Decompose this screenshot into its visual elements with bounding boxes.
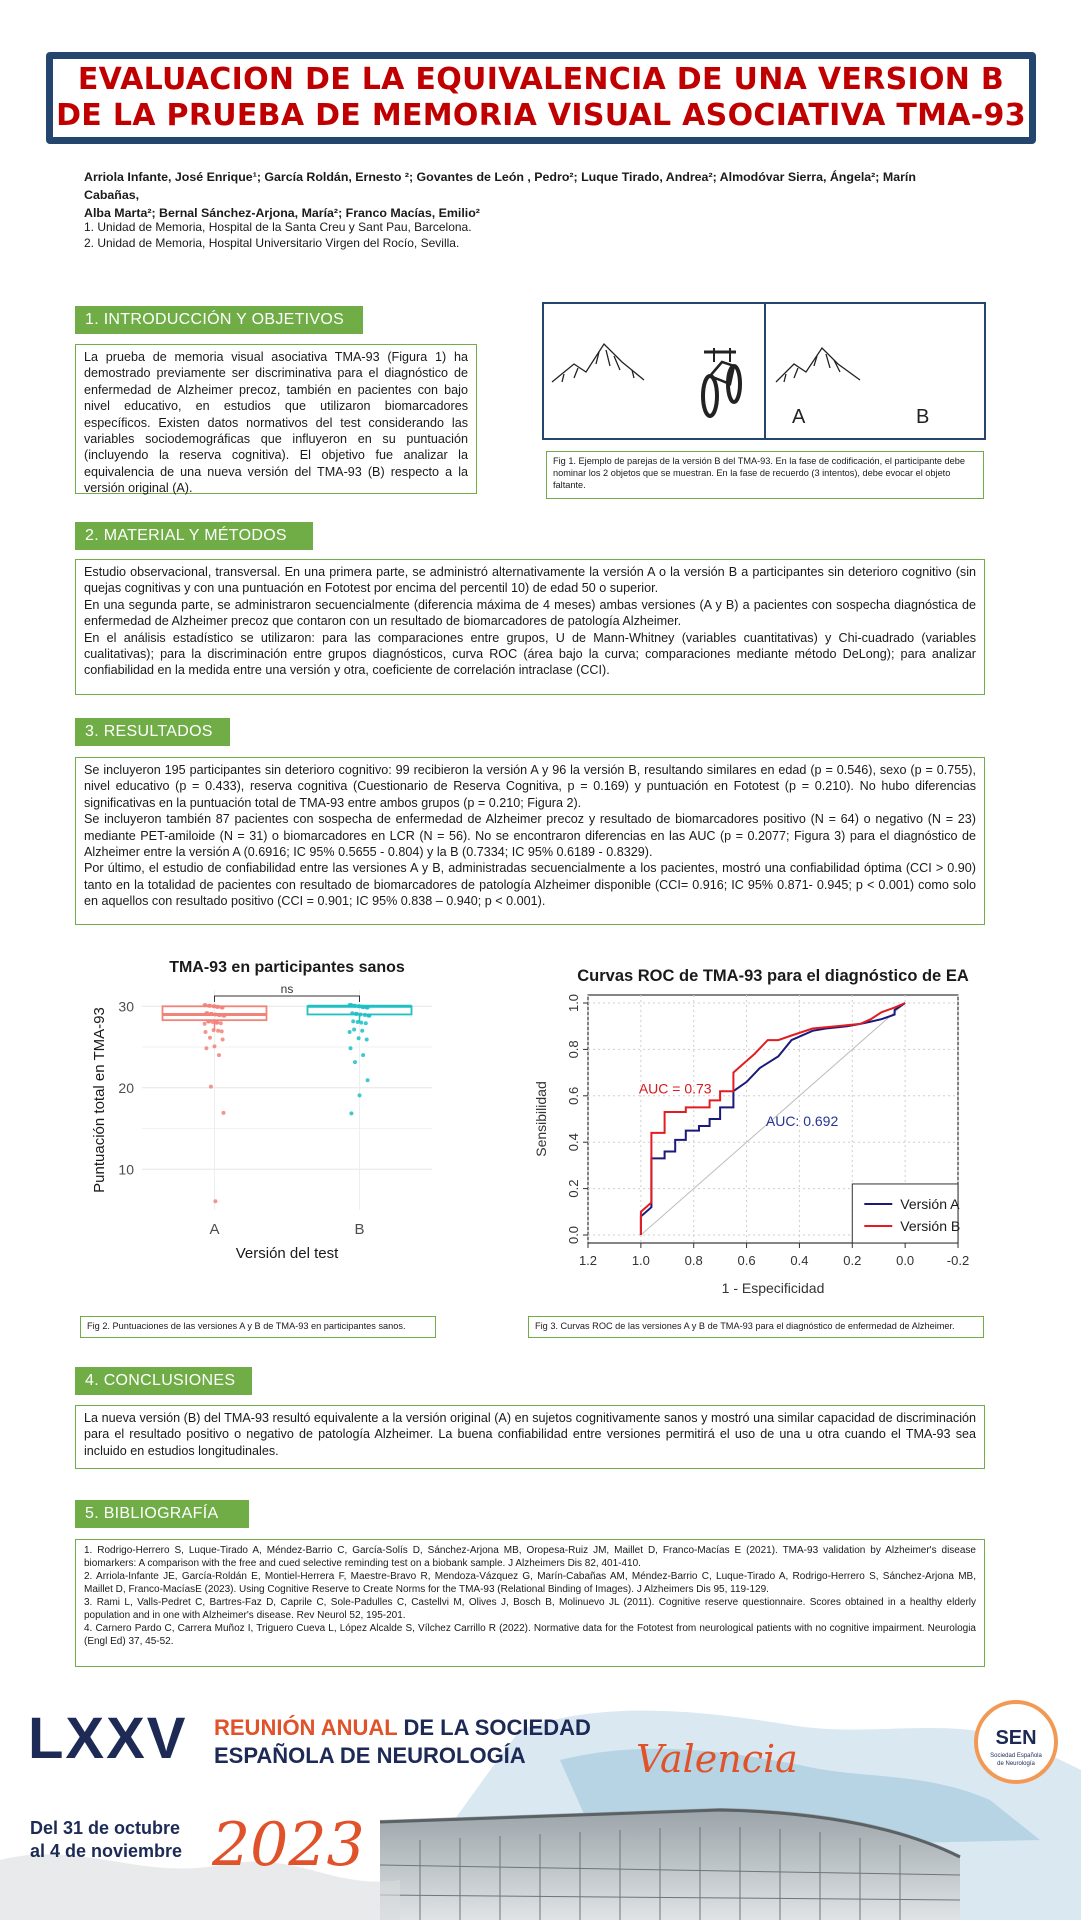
figure-2-point [209,1085,213,1089]
figure-2-xtick-label: B [354,1221,365,1238]
figure-3-xtick-label: 0.0 [896,1253,915,1268]
figure-2-point [349,1003,353,1007]
footer-roman: LXXV [28,1706,188,1771]
figure-1-label-b: B [916,406,930,428]
figure-2-point [363,1013,367,1017]
figure-3-ytick-label: 0.4 [566,1133,581,1152]
section-header-intro: 1. INTRODUCCIÓN Y OBJETIVOS [75,306,363,334]
figure-2-chart [82,950,442,1310]
figure-2-xlabel: Versión del test [235,1245,339,1262]
figure-2-point [217,1053,221,1057]
figure-2-ytick-label: 20 [118,1079,134,1096]
figure-2-point [352,1028,356,1032]
figure-2-point [210,1012,214,1016]
figure-2-ylabel: Puntuación total en TMA-93 [91,1007,108,1193]
figure-3-xtick-label: -0.2 [946,1253,970,1268]
figure-3-ytick-label: 0.8 [566,1040,581,1059]
sen-logo-sub-2: de Neurología [997,1761,1035,1767]
affiliation-1: 1. Unidad de Memoria, Hospital de la Santa Creu y Sant Pau, Barcelona. [84,220,472,234]
figure-3-auc-label-2: AUC: 0.692 [765,1112,839,1129]
affiliation-2: 2. Unidad de Memoria, Hospital Universitario Virgen del Rocío, Sevilla. [84,236,460,250]
figure-2-point [358,1004,362,1008]
figure-3-xtick-label: 0.2 [843,1253,862,1268]
figure-2-point [203,1022,207,1026]
footer-banner [0,1690,1081,1920]
figure-2-point [358,1012,362,1016]
figure-2-point [220,1029,224,1033]
figure-3-caption: Fig 3. Curvas ROC de las versiones A y B de TMA-93 para el diagnóstico de enfermedad de Alzheimer. [528,1316,984,1338]
figure-3-xlabel: 1 - Especificidad [721,1280,825,1296]
footer-dates-1: Del 31 de octubre [30,1818,181,1838]
authors-line-1: Arriola Infante, José Enrique¹; García Roldán, Ernesto ²; Govantes de León , Pedro²; Luque Tirado, Andrea²; Almodóvar Sierra, Ángela²; Marín Cabañas, [84,170,916,202]
figure-2-point [213,1044,217,1048]
title-line-1: EVALUACION DE LA EQUIVALENCIA DE UNA VERSION B [77,62,1005,97]
figure-3-xtick-label: 0.4 [790,1253,809,1268]
section-header-methods: 2. MATERIAL Y MÉTODOS [75,522,313,550]
sen-logo-text: SEN [995,1727,1037,1749]
figure-3-xtick-label: 1.0 [631,1253,650,1268]
figure-2-point [211,1020,215,1024]
figure-2-point [349,1046,353,1050]
intro-box [75,344,477,494]
figure-2-point [367,1014,371,1018]
figure-2-point [366,1078,370,1082]
figure-2-point [212,1028,216,1032]
figure-1 [542,302,986,440]
figure-3-title: Curvas ROC de TMA-93 para el diagnóstico de EA [577,967,969,985]
figure-3-ytick-label: 0.0 [566,1225,581,1245]
bicycle-icon [703,348,740,416]
figure-2-point [218,1013,222,1017]
figure-2-point [222,1111,226,1115]
figure-2-caption: Fig 2. Puntuaciones de las versiones A y B de TMA-93 en participantes sanos. [80,1316,436,1338]
title-line-2: DE LA PRUEBA DE MEMORIA VISUAL ASOCIATIVA TMA-93 [56,98,1026,133]
section-header-bibliography: 5. BIBLIOGRAFÍA [75,1500,249,1528]
footer-line-1 [214,1715,591,1740]
affiliations [84,219,472,251]
bibliography-ref-4: 4. Carnero Pardo C, Carrera Muñoz I, Triguero Cueva L, López Alcalde S, Vílchez Carrillo R (2022). Normative data for the Fototest from neurological patients with no cognitive impairment. Neurologia (Engl Ed) 37, 45-52. [84,1623,976,1647]
figure-3-legend-label: Versión A [900,1195,960,1212]
figure-1-label-a: A [792,406,806,428]
poster-title [46,52,1036,144]
conclusions-text: La nueva versión (B) del TMA-93 resultó equivalente a la versión original (A) en sujetos cognitivamente sanos y mostró una similar capacidad de discriminación para el resultado positivo o negativo de patología Alzheimer. La buena confiabilidad entre versiones permitirá el uso de una u otra cuando el TMA-93 sea incluido en estudios longitudinales. [84,1411,976,1458]
figure-2-point [213,1012,217,1016]
figure-2-title: TMA-93 en participantes sanos [169,959,405,976]
authors-line-2: Alba Marta²; Bernal Sánchez-Arjona, María²; Franco Macías, Emilio² [84,206,480,220]
methods-box [75,559,985,695]
figure-2-point [353,1004,357,1008]
figure-2-significance-label: ns [280,982,294,996]
figure-2-point [213,1199,217,1203]
figure-1-divider [764,304,766,438]
figure-2-point [205,1011,209,1015]
figure-2-point [216,1029,220,1033]
footer-line-2: ESPAÑOLA DE NEUROLOGÍA [214,1743,526,1768]
figure-2-point [215,1021,219,1025]
conclusions-box [75,1405,985,1469]
figure-2-point [348,1030,352,1034]
figure-3-legend-label: Versión B [900,1217,961,1234]
figure-3-ytick-label: 1.0 [566,993,581,1013]
figure-2-point [349,1111,353,1115]
figure-3-xtick-label: 0.6 [737,1253,756,1268]
figure-1-caption: Fig 1. Ejemplo de parejas de la versión B del TMA-93. En la fase de codificación, el participante debe nominar los 2 objetos que se muestran. En la fase de recuerdo (3 intentos), debe evocar el objeto faltante. [546,451,984,499]
authors [84,168,964,222]
footer-city: Valencia [636,1737,798,1781]
sen-logo-sub-1: Sociedad Española [990,1753,1042,1759]
figure-2-point [350,1011,354,1015]
mountain-icon-right [776,348,860,382]
figure-2-point [219,1021,223,1025]
results-p3: Por último, el estudio de confiabilidad entre las versiones A y B, administradas secuencialmente a los pacientes, mostró una confiabilidad óptima (CCI > 0.90) tanto en la totalidad de pacientes con resultado de biomarcadores de patología Alzheimer disponible (CCI= 0.916; IC 95% 0.871- 0.945; p < 0.001) como solo en aquellos con resultado positivo (CCI = 0.901; IC 95% 0.838 – 0.940; p < 0.001). [84,861,976,909]
figure-3-chart [518,955,978,1321]
figure-2-point [360,1029,364,1033]
methods-p1: Estudio observacional, transversal. En una primera parte, se administró alternativamente la versión A o la versión B a participantes sin deterioro cognitivo (sin quejas cognitivas y con una puntuación en Fototest por encima del percentil 10) de edad 50 o superior. [84,565,976,596]
figure-2-xtick-label: A [209,1221,220,1238]
figure-2-plot-area [142,990,432,1210]
figure-2-point [362,1005,366,1009]
figure-2-point [364,1021,368,1025]
figure-2-point [221,1005,225,1009]
figure-2-point [208,1004,212,1008]
figure-2-point [213,1004,217,1008]
figure-2-point [204,1003,208,1007]
bibliography-box [75,1539,985,1667]
section-header-results: 3. RESULTADOS [75,718,230,746]
figure-2-ytick-label: 30 [118,998,134,1015]
bibliography-ref-2: 2. Arriola-Infante JE, García-Roldán E, Montiel-Herrera F, Maestre-Bravo R, Mendoza-Vázquez G, Marín-Cabañas AM, Méndez-Barrio C, Luque-Tirado A, Rodrigo-Herrero S, Sánchez-Arjona MB, Maillet D, Franco-MacíasE (2023). Using Cognitive Reserve to Create Norms for the TMA-93 (Relational Binding of Images). J Alzheimers Dis 95, 119-129. [84,1571,976,1595]
figure-2-point [353,1060,357,1064]
mountain-icon-left [552,344,644,382]
figure-2-point [356,1020,360,1024]
footer-year: 2023 [212,1810,365,1880]
figure-2-point [207,1019,211,1023]
figure-3-xtick-label: 1.2 [578,1253,598,1268]
intro-text: La prueba de memoria visual asociativa TMA-93 (Figura 1) ha demostrado previamente ser discriminativa para el diagnóstico de enfermedad de Alzheimer precoz, también en pacientes con bajo nivel educativo, en estudios que utilizaron biomarcadores específicos. Existen datos normativos del test considerando las variables sociodemográficas que influyeron en su puntuación (incluyendo la reserva cognitiva). El objetivo fue analizar la equivalencia de una nueva versión del TMA-93 (B) respecto a la versión original (A). [84,350,468,496]
footer-dates-2: al 4 de noviembre [30,1841,183,1861]
bibliography-ref-1: 1. Rodrigo-Herrero S, Luque-Tirado A, Méndez-Barrio C, García-Solís D, Sánchez-Arjona MB, Oropesa-Ruiz JM, Maillet D, Franco-Macías E (2021). TMA-93 validation by Alzheimer's disease biomarkers: A comparison with the free and cued selective reminding test on a biobank sample. J Alzheimers Dis 82, 401-410. [84,1545,976,1569]
figure-2-point [357,1036,361,1040]
figure-2-point [222,1014,226,1018]
figure-2-point [216,1005,220,1009]
figure-2-point [361,1053,365,1057]
figure-2-point [358,1093,362,1097]
figure-3-auc-label-1: AUC = 0.73 [638,1080,712,1097]
figure-2-point [355,1012,359,1016]
figure-2-point [204,1030,208,1034]
figure-3-legend-box [852,1184,961,1243]
figure-3-ytick-label: 0.6 [566,1086,581,1105]
results-box [75,757,985,925]
figure-2-point [359,1021,363,1025]
figure-2-point [366,1005,370,1009]
methods-p3: En el análisis estadístico se utilizaron: para las comparaciones entre grupos, U de Mann-Whitney (variables cuantitativas) y Chi-cuadrado (variables cualitativas); para la discriminación entre grupos diagnósticos, curva ROC (área bajo la curva; comparaciones mediante método DeLong); para analizar confiabilidad en la medida entre una versión y otra, coeficiente de correlación intraclase (CCI). [84,630,976,678]
footer-line-1a: REUNIÓN ANUAL [214,1715,398,1740]
figure-3-xtick-label: 0.8 [684,1253,703,1268]
sen-logo [976,1702,1056,1782]
results-p1: Se incluyeron 195 participantes sin deterioro cognitivo: 99 recibieron la versión A y 96 la versión B, resultando similares en edad (p = 0.546), sexo (p = 0.755), nivel educativo (p = 0.433), reserva cognitiva (Cuestionario de Reserva Cognitiva, p = 0.169) y puntuación en Fototest (p = 0.210). No hubo diferencias significativas en la puntuación total de TMA-93 entre ambos grupos (p = 0.210; Figura 2). [84,763,976,810]
section-header-conclusions: 4. CONCLUSIONES [75,1367,252,1395]
figure-3-ytick-label: 0.2 [566,1179,581,1198]
figure-2-ytick-label: 10 [118,1161,134,1178]
methods-p2: En una segunda parte, se administraron secuencialmente (diferencia máxima de 4 meses) ambas versiones (A y B) a pacientes con sospecha diagnóstica de enfermedad de Alzheimer precoz que contaron con un resultado de biomarcadores de patología Alzheimer. [84,597,976,629]
figure-2-point [204,1046,208,1050]
footer-line-1b: DE LA SOCIEDAD [397,1715,591,1740]
figure-2-point [365,1037,369,1041]
figure-2-point [351,1019,355,1023]
figure-2-point [208,1036,212,1040]
bibliography-ref-3: 3. Rami L, Valls-Pedret C, Bartres-Faz D, Caprile C, Sole-Padulles C, Castellvi M, Olives J, Bosch B, Molinuevo JL (2011). Cognitive reserve questionnaire. Scores obtained in a healthy elderly population and in one with Alzheimer's disease. Rev Neurol 52, 195-201. [84,1597,976,1621]
figure-3-ylabel: Sensibilidad [533,1081,549,1157]
results-p2: Se incluyeron también 87 pacientes con sospecha de enfermedad de Alzheimer precoz y resultado de biomarcadores positivo (N = 64) o negativo (N = 23) mediante PET-amiloide (N = 31) o biomarcadores en LCR (N = 56). No se encontraron diferencias en las AUC (p = 0.2077; Figura 3) para el diagnóstico de Alzheimer entre la versión A (0.6916; IC 95% 0.5655 - 0.804) y la B (0.7334; IC 95% 0.6189 - 0.8329). [84,812,976,860]
figure-2-point [221,1037,225,1041]
